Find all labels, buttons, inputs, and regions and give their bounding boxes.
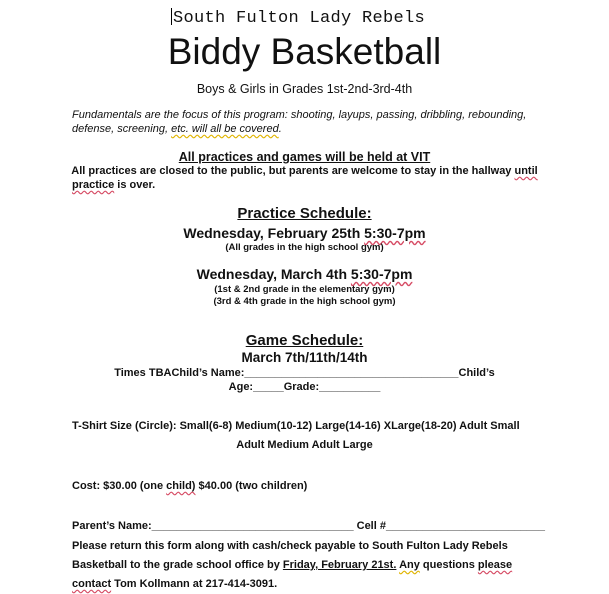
child-info-line-1: Times TBAChild’s Name:___________________________________Child’s [114,367,495,379]
location-line-1: All practices are closed to the public, but parents are welcome to stay in the hallway until [71,165,538,177]
tshirt-line-2: Adult Medium Adult Large [236,439,373,451]
child-info-line-2: Age:_____Grade:__________ [228,381,381,393]
return-line-2: Basketball to the grade school office by Friday, February 21st. Any questions please [72,559,513,571]
tshirt-line-1: T-Shirt Size (Circle): Small(6-8) Medium(10-12) Large(14-16) XLarge(18-20) Adult Small [72,420,520,432]
return-line-3: contact Tom Kollmann at 217-414-3091. [72,578,278,590]
parent-info-line: Parent’s Name:_________________________________ Cell #__________________________ [72,520,546,532]
return-deadline: Friday, February 21st. [282,559,397,571]
text-cursor [171,8,172,25]
location-line-2: practice is over. [72,179,156,191]
game-dates: March 7th/11th/14th [241,350,368,365]
game-heading: Game Schedule: [245,332,364,349]
subtitle: Boys & Girls in Grades 1st-2nd-3rd-4th [196,82,413,96]
practice-session-2-note-2: (3rd & 4th grade in the high school gym) [213,296,396,307]
location-heading: All practices and games will be held at VIT [178,150,431,164]
practice-session-1: Wednesday, February 25th 5:30-7pm [183,225,426,241]
return-line-1: Please return this form along with cash/check payable to South Fulton Lady Rebels [72,540,508,552]
practice-session-1-note: (All grades in the high school gym) [225,242,384,253]
intro-line-1: Fundamentals are the focus of this program: shooting, layups, passing, dribbling, rebounding, [72,109,527,121]
team-name: South Fulton Lady Rebels [173,9,426,28]
intro-line-2: defense, screening, etc. will all be covered. [72,123,282,135]
practice-session-2-note-1: (1st & 2nd grade in the elementary gym) [214,284,395,295]
practice-session-2: Wednesday, March 4th 5:30-7pm [196,266,413,282]
cost-line: Cost: $30.00 (one child) $40.00 (two children) [72,480,308,492]
page-title: Biddy Basketball [167,31,442,72]
practice-heading: Practice Schedule: [237,205,372,222]
